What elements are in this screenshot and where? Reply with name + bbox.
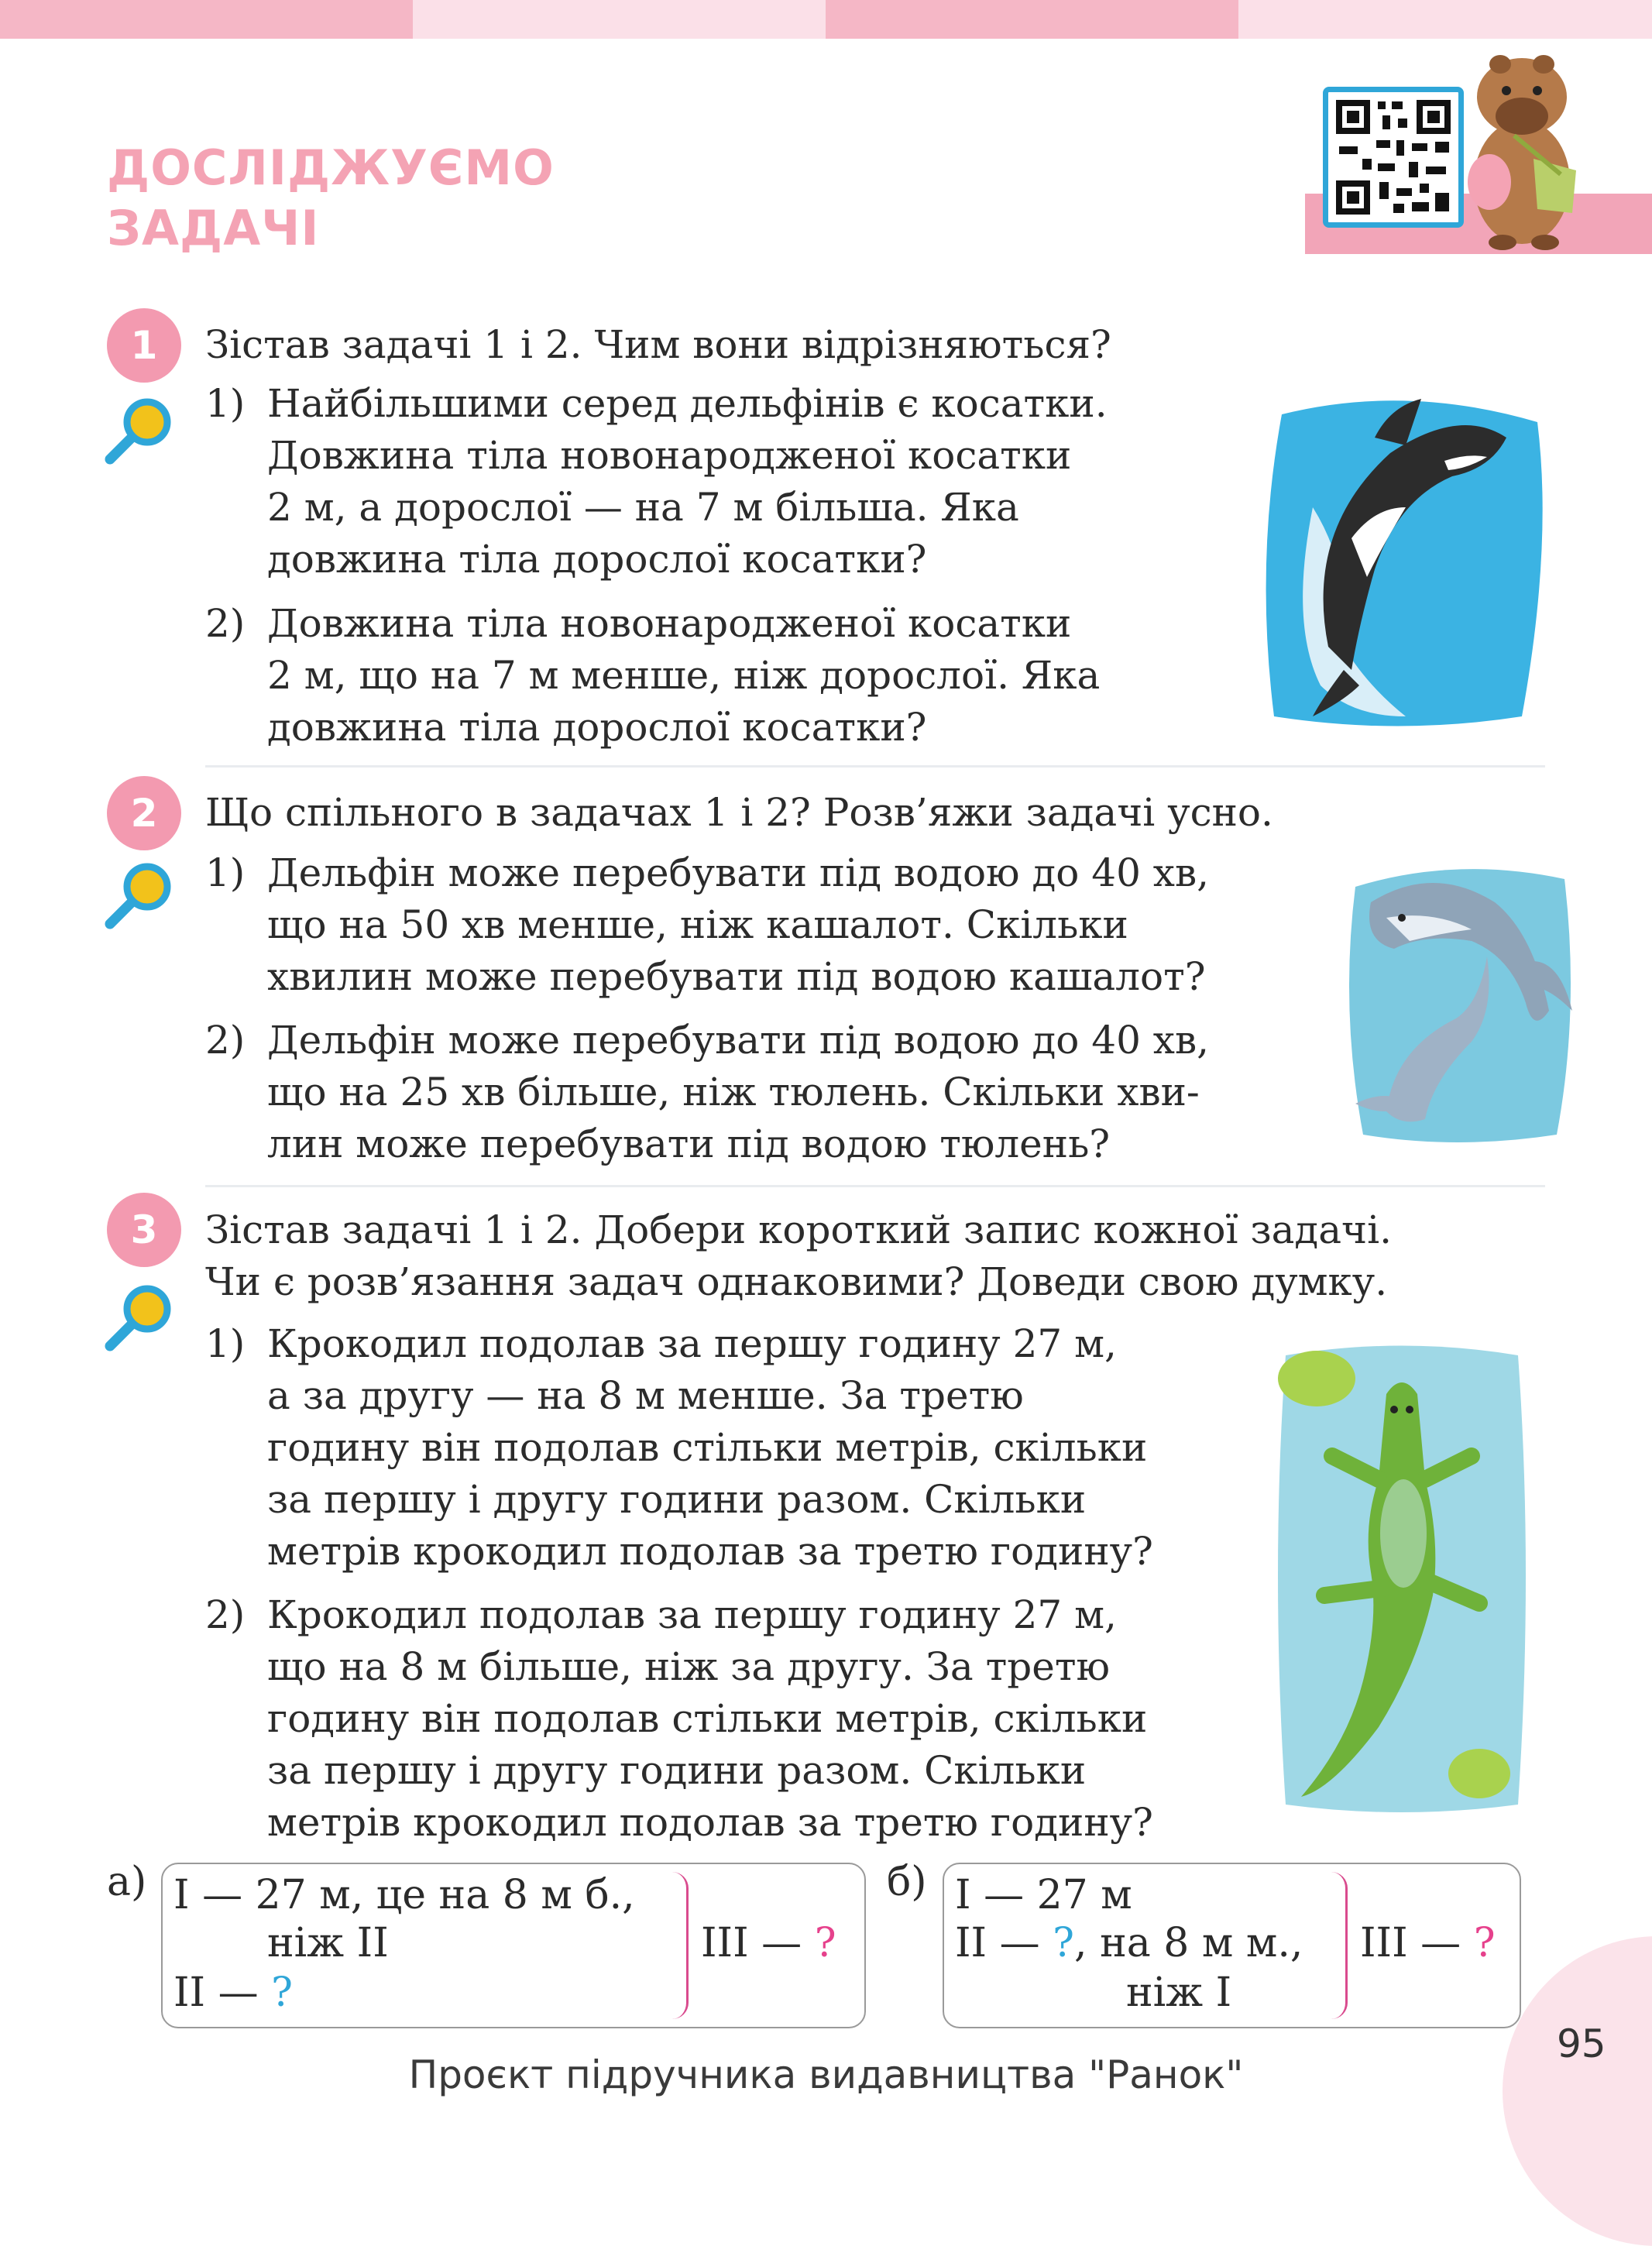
unknown-mark: ?	[271, 1970, 294, 2016]
task-2-part-2-label: 2)	[205, 1018, 246, 1063]
top-bar-segment-1	[0, 0, 413, 39]
task-3-part-1-line: а за другу — на 8 м менше. За третю	[267, 1373, 1024, 1418]
note-a-third-text: III —	[701, 1920, 815, 1966]
task-2-stem: Що спільного в задачах 1 і 2? Розв’яжи задачі усно.	[205, 790, 1273, 835]
task-1-part-2-label: 2)	[205, 601, 246, 646]
note-b-line-2	[955, 1918, 1303, 1968]
short-note-b[interactable]	[943, 1863, 1521, 2028]
task-number-3: 3	[107, 1193, 181, 1267]
magnifier-icon	[101, 391, 178, 469]
note-a-line-3	[173, 1968, 293, 2018]
task-2-part-1-line: хвилин може перебувати під водою кашалот?	[267, 954, 1206, 999]
task-2-part-1-line: що на 50 хв менше, ніж кашалот. Скільки	[267, 902, 1128, 947]
note-a-label: а)	[107, 1859, 147, 1905]
orca-illustration	[1259, 391, 1553, 732]
task-3-part-2-line: Крокодил подолав за першу годину 27 м,	[267, 1592, 1117, 1637]
task-3-part-2-line: що на 8 м більше, ніж за другу. За третю	[267, 1644, 1111, 1689]
page-number: 95	[1557, 2021, 1606, 2066]
magnifier-icon	[101, 1278, 178, 1355]
section-title-line-1: ДОСЛІДЖУЄМО	[107, 139, 555, 196]
unknown-mark: ?	[1473, 1920, 1496, 1966]
note-b-third-text: III —	[1360, 1920, 1474, 1966]
task-3-part-1-line: за першу і другу години разом. Скільки	[267, 1477, 1087, 1522]
task-1-part-1-line: Найбільшими серед дельфінів є косатки.	[267, 381, 1108, 426]
task-1-part-1-label: 1)	[205, 381, 246, 426]
note-b-brace	[1331, 1872, 1348, 2019]
note-b-third	[1360, 1918, 1496, 1968]
task-3-part-1-line: Крокодил подолав за першу годину 27 м,	[267, 1321, 1117, 1366]
note-b-line-3: ніж I	[1126, 1970, 1232, 2016]
task-1-part-2-line: Довжина тіла новонародженої косатки	[267, 601, 1072, 646]
section-title-line-2: ЗАДАЧІ	[107, 200, 320, 256]
task-1-stem: Зістав задачі 1 і 2. Чим вони відрізняються?	[205, 322, 1111, 367]
task-number-1: 1	[107, 308, 181, 383]
footer-note: Проєкт підручника видавництва "Ранок"	[408, 2052, 1244, 2097]
top-bar-segment-2	[413, 0, 826, 39]
task-2-part-1-label: 1)	[205, 850, 246, 895]
qr-code-icon[interactable]	[1323, 87, 1464, 228]
top-bar-segment-4	[1238, 0, 1652, 39]
task-1-part-2-line: довжина тіла дорослої косатки?	[267, 705, 927, 750]
unknown-mark: ?	[1053, 1920, 1075, 1966]
task-3-stem: Чи є розв’язання задач однаковими? Доведи свою думку.	[205, 1259, 1388, 1304]
note-a-line-3-text: II —	[173, 1970, 272, 2016]
magnifier-icon	[101, 856, 178, 933]
task-3-part-2-line: метрів крокодил подолав за третю годину?	[267, 1800, 1153, 1845]
note-b-label: б)	[887, 1859, 927, 1905]
task-3-part-1-line: метрів крокодил подолав за третю годину?	[267, 1529, 1153, 1574]
section-title	[107, 138, 555, 259]
unknown-mark: ?	[814, 1920, 836, 1966]
note-b-line-2-text: II —	[955, 1920, 1053, 1966]
task-3-part-2-line: годину він подолав стільки метрів, скільки	[267, 1696, 1148, 1741]
short-note-a[interactable]	[161, 1863, 866, 2028]
task-2-part-2-line: Дельфін може перебувати під водою до 40 хв,	[267, 1018, 1210, 1063]
note-a-third	[701, 1918, 836, 1968]
task-3-stem: Зістав задачі 1 і 2. Добери короткий запис кожної задачі.	[205, 1207, 1392, 1252]
note-a-brace	[672, 1872, 689, 2019]
dolphins-illustration	[1340, 856, 1580, 1150]
task-1-part-2-line: 2 м, що на 7 м менше, ніж дорослої. Яка	[267, 653, 1101, 698]
task-separator	[205, 765, 1545, 768]
task-separator	[205, 1185, 1545, 1187]
task-3-part-2-line: за першу і другу години разом. Скільки	[267, 1748, 1087, 1793]
note-b-line-2-suffix: , на 8 м м.,	[1074, 1920, 1303, 1966]
note-a-line-2: ніж II	[267, 1920, 389, 1966]
crocodile-illustration	[1270, 1340, 1534, 1820]
capybara-mascot	[1460, 43, 1584, 252]
task-2-part-1-line: Дельфін може перебувати під водою до 40 хв,	[267, 850, 1210, 895]
task-number-2: 2	[107, 776, 181, 850]
note-a-line-1: I — 27 м, це на 8 м б.,	[173, 1872, 635, 1918]
task-1-part-1-line: 2 м, а дорослої — на 7 м більша. Яка	[267, 485, 1019, 530]
task-2-part-2-line: що на 25 хв більше, ніж тюлень. Скільки хви-	[267, 1070, 1200, 1114]
task-3-part-2-label: 2)	[205, 1592, 246, 1637]
top-bar-segment-3	[826, 0, 1238, 39]
note-b-line-1: I — 27 м	[955, 1872, 1132, 1918]
task-3-part-1-label: 1)	[205, 1321, 246, 1366]
task-1-part-1-line: довжина тіла дорослої косатки?	[267, 537, 927, 582]
task-2-part-2-line: лин може перебувати під водою тюлень?	[267, 1121, 1111, 1166]
task-1-part-1-line: Довжина тіла новонародженої косатки	[267, 433, 1072, 478]
task-3-part-1-line: годину він подолав стільки метрів, скільки	[267, 1425, 1148, 1470]
